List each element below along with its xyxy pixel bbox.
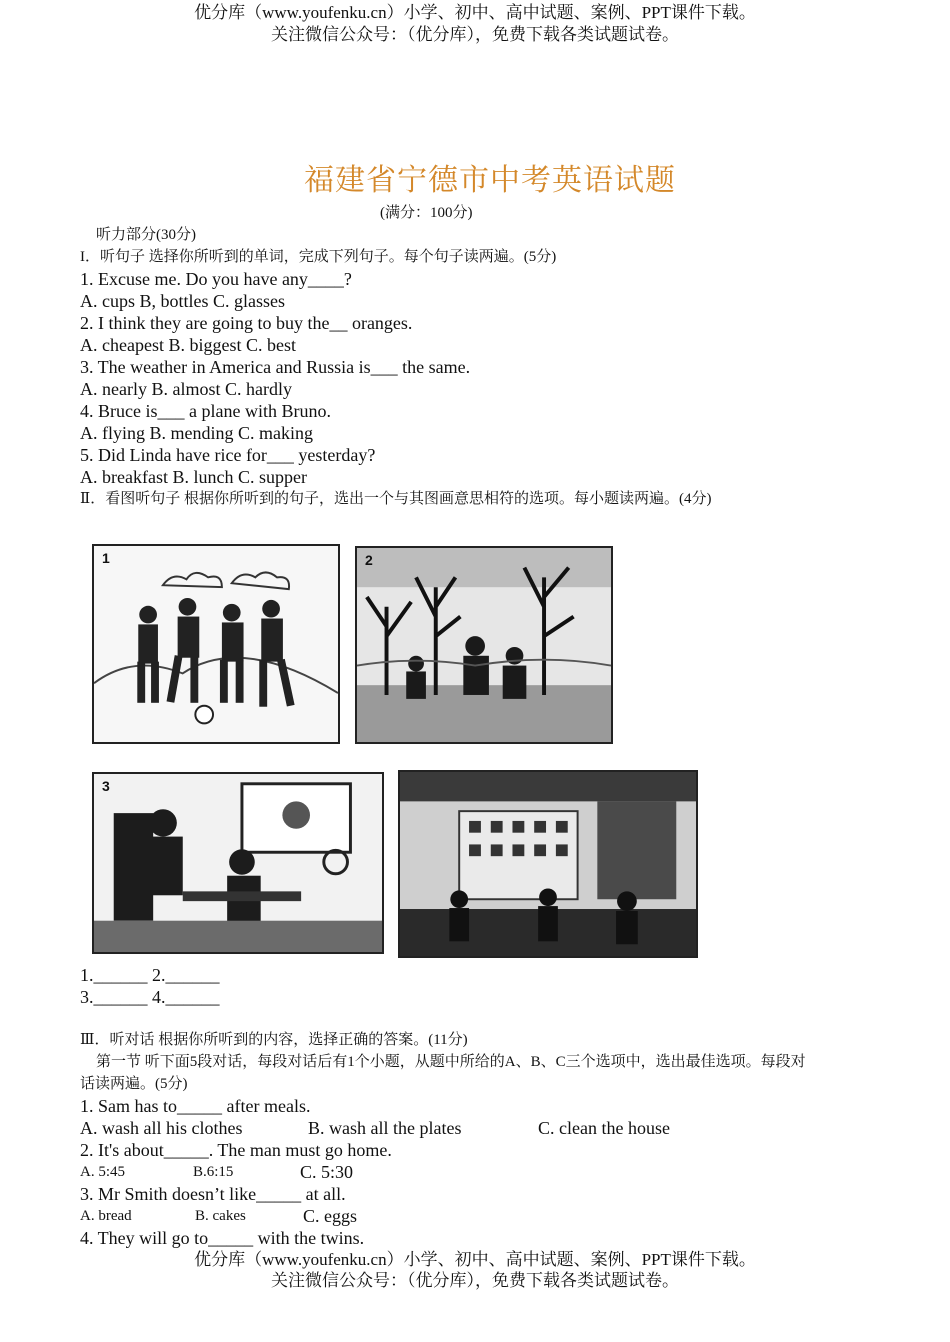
s3-q1-option-b: B. wash all the plates [308, 1118, 462, 1138]
s3-q1-option-c: C. clean the house [538, 1118, 670, 1138]
s3-q1: 1. Sam has to_____ after meals. [80, 1096, 311, 1116]
picture-number: 3 [102, 778, 110, 794]
s2-answers-row2: 3.______ 4.______ [80, 987, 220, 1007]
s1-q1: 1. Excuse me. Do you have any____? [80, 269, 352, 289]
s3-q2: 2. It's about_____. The man must go home. [80, 1140, 392, 1160]
s1-q3-options: A. nearly B. almost C. hardly [80, 379, 292, 399]
section3-intro-line2: 话读两遍。(5分) [80, 1076, 188, 1092]
footer-line-1: 优分库（www.youfenku.cn）小学、初中、高中试题、案例、PPT课件下载。 [194, 1250, 756, 1269]
s1-q3: 3. The weather in America and Russia is___ the same. [80, 357, 471, 377]
picture-number: 2 [365, 552, 373, 568]
football-scene-illustration [94, 546, 338, 742]
s1-q4-options: A. flying B. mending C. making [80, 423, 313, 443]
picture-4-city [398, 770, 698, 958]
s3-q3-option-c: C. eggs [303, 1206, 357, 1226]
listening-part-label: 听力部分(30分) [96, 227, 196, 243]
s1-q1-options: A. cups B, bottles C. glasses [80, 291, 285, 311]
s3-q2-option-a: A. 5:45 [80, 1164, 125, 1180]
picture-number: 1 [102, 550, 110, 566]
s3-q3-option-b: B. cakes [195, 1208, 246, 1224]
section2-heading: Ⅱ．看图听句子 根据你所听到的句子，选出一个与其图画意思相符的选项。每小题读两遍。(4分) [80, 491, 712, 507]
s1-q2: 2. I think they are going to buy the__ oranges. [80, 313, 413, 333]
s1-q2-options: A. cheapest B. biggest C. best [80, 335, 296, 355]
header-line-1: 优分库（www.youfenku.cn）小学、初中、高中试题、案例、PPT课件下载。 [194, 3, 756, 22]
s2-answers-row1: 1.______ 2.______ [80, 965, 220, 985]
section1-heading: I．听句子 选择你所听到的单词，完成下列句子。每个句子读两遍。(5分) [80, 249, 557, 265]
picture-3-indoor [92, 772, 384, 954]
s1-q4: 4. Bruce is___ a plane with Bruno. [80, 401, 331, 421]
section3-heading: Ⅲ．听对话 根据你所听到的内容，选择正确的答案。(11分) [80, 1032, 468, 1048]
s1-q5: 5. Did Linda have rice for___ yesterday? [80, 445, 376, 465]
indoor-scene-illustration [94, 774, 382, 952]
s3-q3: 3. Mr Smith doesn’t like_____ at all. [80, 1184, 346, 1204]
section3-intro-line1: 第一节 听下面5段对话，每段对话后有1个小题，从题中所给的A、B、C三个选项中，选出最佳选项。每段对 [96, 1054, 806, 1070]
s3-q2-option-b: B.6:15 [193, 1164, 234, 1180]
picture-2-tree-planting [355, 546, 613, 744]
page-title: 福建省宁德市中考英语试题 [304, 164, 676, 197]
picture-1-football [92, 544, 340, 744]
score-note: (满分：100分) [380, 205, 473, 221]
city-scene-illustration [400, 772, 696, 956]
s3-q2-option-c: C. 5:30 [300, 1162, 354, 1182]
tree-planting-illustration [357, 548, 611, 742]
s1-q5-options: A. breakfast B. lunch C. supper [80, 467, 307, 487]
s3-q3-option-a: A. bread [80, 1208, 132, 1224]
header-line-2: 关注微信公众号：（优分库），免费下载各类试题试卷。 [271, 25, 679, 44]
footer-line-2: 关注微信公众号：（优分库），免费下载各类试题试卷。 [271, 1271, 679, 1290]
s3-q1-option-a: A. wash all his clothes [80, 1118, 243, 1138]
s3-q4: 4. They will go to_____ with the twins. [80, 1228, 365, 1248]
